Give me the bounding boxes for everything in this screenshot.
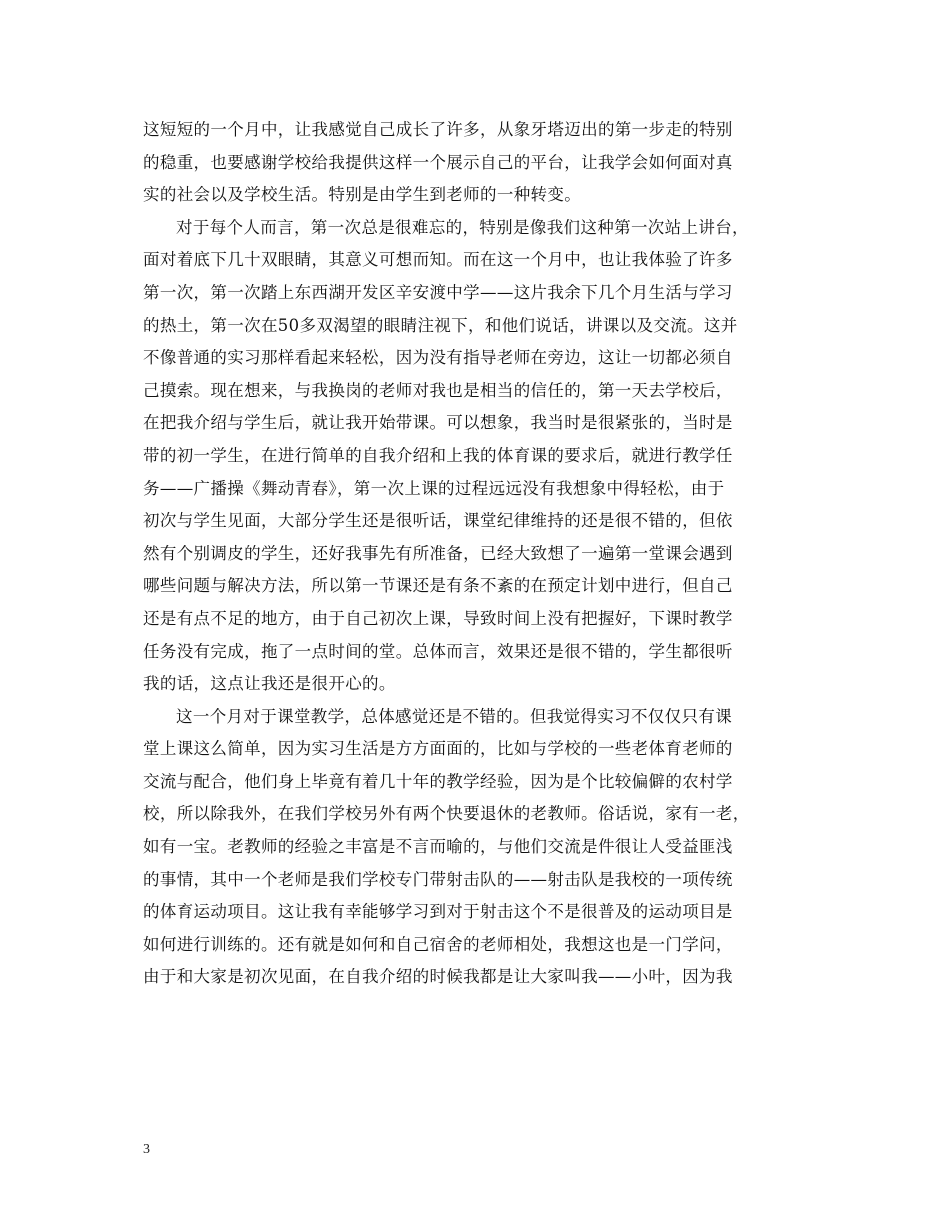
text-line: 不像普通的实习那样看起来轻松，因为没有指导老师在旁边，这让一切都必须自	[143, 348, 733, 368]
text-line: 这一个月对于课堂教学，总体感觉还是不错的。但我觉得实习不仅仅只有课	[176, 706, 733, 726]
text-line: 的事情，其中一个老师是我们学校专门带射击队的——射击队是我校的一项传统	[143, 869, 733, 889]
text-line: 己摸索。现在想来，与我换岗的老师对我也是相当的信任的，第一天去学校后，	[143, 380, 733, 400]
text-line: 实的社会以及学校生活。特别是由学生到老师的一种转变。	[143, 185, 582, 205]
text-line: 这短短的一个月中，让我感觉自己成长了许多，从象牙塔迈出的第一步走的特别	[143, 120, 733, 139]
text-line: 的稳重，也要感谢学校给我提供这样一个展示自己的平台，让我学会如何面对真	[143, 152, 733, 172]
text-line: 如何进行训练的。还有就是如何和自己宿舍的老师相处，我想这也是一门学问，	[143, 934, 733, 954]
text-line: 由于和大家是初次见面，在自我介绍的时候我都是让大家叫我——小叶，因为我	[143, 967, 733, 987]
text-line: 如有一宝。老教师的经验之丰富是不言而喻的，与他们交流是件很让人受益匪浅	[143, 837, 733, 857]
text-line: 交流与配合，他们身上毕竟有着几十年的教学经验，因为是个比较偏僻的农村学	[143, 771, 733, 791]
text-line: 在把我介绍与学生后，就让我开始带课。可以想象，我当时是很紧张的，当时是	[143, 413, 733, 433]
text-line: 任务没有完成，拖了一点时间的堂。总体而言，效果还是很不错的，学生都很听	[143, 641, 733, 661]
text-line: 初次与学生见面，大部分学生还是很听话，课堂纪律维持的还是很不错的，但依	[143, 511, 733, 531]
text-line: 面对着底下几十双眼睛，其意义可想而知。而在这一个月中，也让我体验了许多	[143, 250, 733, 270]
text-line: 校，所以除我外，在我们学校另外有两个快要退休的老教师。俗话说，家有一老，	[143, 804, 750, 824]
text-line: 对于每个人而言，第一次总是很难忘的，特别是像我们这种第一次站上讲台，	[176, 217, 749, 237]
text-line: 我的话，这点让我还是很开心的。	[143, 674, 396, 694]
text-line: 堂上课这么简单，因为实习生活是方方面面的，比如与学校的一些老体育老师的	[143, 739, 733, 759]
text-line: 带的初一学生，在进行简单的自我介绍和上我的体育课的要求后，就进行教学任	[143, 445, 733, 465]
text-line: 然有个别调皮的学生，还好我事先有所准备，已经大致想了一遍第一堂课会遇到	[143, 543, 733, 563]
text-line: 还是有点不足的地方，由于自己初次上课，导致时间上没有把握好，下课时教学	[143, 608, 733, 628]
text-line: 的体育运动项目。这让我有幸能够学习到对于射击这个不是很普及的运动项目是	[143, 902, 733, 922]
text-line: 的热土，第一次在50多双渴望的眼睛注视下，和他们说话，讲课以及交流。这并	[143, 315, 738, 335]
text-line: 第一次，第一次踏上东西湖开发区辛安渡中学——这片我余下几个月生活与学习	[143, 282, 733, 302]
text-line: 务——广播操《舞动青春》，第一次上课的过程远远没有我想象中得轻松，由于	[143, 478, 725, 498]
body-text	[143, 114, 833, 994]
page-number: 3	[143, 1142, 150, 1157]
text-line: 哪些问题与解决方法，所以第一节课还是有条不紊的在预定计划中进行，但自己	[143, 576, 733, 596]
